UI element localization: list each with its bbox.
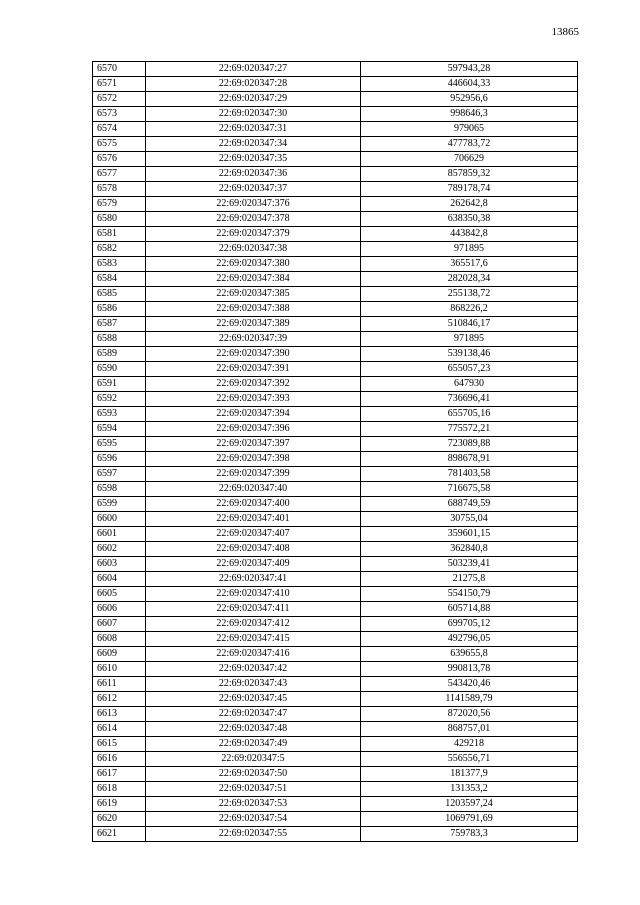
row-number-cell: 6575 (93, 137, 146, 152)
cadastral-value-cell: 699705,12 (361, 617, 578, 632)
row-number-cell: 6578 (93, 182, 146, 197)
cadastral-number-cell: 22:69:020347:47 (146, 707, 361, 722)
table-row (93, 797, 578, 812)
row-number-cell: 6618 (93, 782, 146, 797)
table-row (93, 272, 578, 287)
cadastral-number-cell: 22:69:020347:30 (146, 107, 361, 122)
row-number-cell: 6610 (93, 662, 146, 677)
cadastral-value-cell: 868226,2 (361, 302, 578, 317)
cadastral-value-cell: 990813,78 (361, 662, 578, 677)
cadastral-value-cell: 365517,6 (361, 257, 578, 272)
cadastral-value-cell: 857859,32 (361, 167, 578, 182)
row-number-cell: 6592 (93, 392, 146, 407)
cadastral-number-cell: 22:69:020347:400 (146, 497, 361, 512)
table-row (93, 767, 578, 782)
cadastral-number-cell: 22:69:020347:54 (146, 812, 361, 827)
row-number-cell: 6583 (93, 257, 146, 272)
table-row (93, 692, 578, 707)
table-row (93, 647, 578, 662)
table-row (93, 617, 578, 632)
cadastral-value-cell: 868757,01 (361, 722, 578, 737)
table-row (93, 542, 578, 557)
cadastral-value-cell: 979065 (361, 122, 578, 137)
row-number-cell: 6579 (93, 197, 146, 212)
row-number-cell: 6607 (93, 617, 146, 632)
cadastral-value-cell: 181377,9 (361, 767, 578, 782)
row-number-cell: 6615 (93, 737, 146, 752)
row-number-cell: 6587 (93, 317, 146, 332)
row-number-cell: 6596 (93, 452, 146, 467)
row-number-cell: 6621 (93, 827, 146, 842)
cadastral-number-cell: 22:69:020347:38 (146, 242, 361, 257)
table-row (93, 512, 578, 527)
cadastral-value-cell: 282028,34 (361, 272, 578, 287)
cadastral-value-cell: 789178,74 (361, 182, 578, 197)
table-row (93, 722, 578, 737)
cadastral-number-cell: 22:69:020347:409 (146, 557, 361, 572)
cadastral-value-cell: 503239,41 (361, 557, 578, 572)
row-number-cell: 6589 (93, 347, 146, 362)
table-row (93, 437, 578, 452)
cadastral-number-cell: 22:69:020347:43 (146, 677, 361, 692)
row-number-cell: 6590 (93, 362, 146, 377)
cadastral-value-cell: 446604,33 (361, 77, 578, 92)
row-number-cell: 6576 (93, 152, 146, 167)
table-row (93, 407, 578, 422)
cadastral-number-cell: 22:69:020347:380 (146, 257, 361, 272)
cadastral-value-cell: 1203597,24 (361, 797, 578, 812)
row-number-cell: 6570 (93, 62, 146, 77)
cadastral-number-cell: 22:69:020347:34 (146, 137, 361, 152)
row-number-cell: 6606 (93, 602, 146, 617)
row-number-cell: 6595 (93, 437, 146, 452)
table-row (93, 317, 578, 332)
cadastral-number-cell: 22:69:020347:392 (146, 377, 361, 392)
row-number-cell: 6582 (93, 242, 146, 257)
cadastral-number-cell: 22:69:020347:376 (146, 197, 361, 212)
cadastral-value-cell: 429218 (361, 737, 578, 752)
row-number-cell: 6574 (93, 122, 146, 137)
cadastral-value-cell: 605714,88 (361, 602, 578, 617)
cadastral-number-cell: 22:69:020347:39 (146, 332, 361, 347)
table-row (93, 557, 578, 572)
row-number-cell: 6581 (93, 227, 146, 242)
row-number-cell: 6611 (93, 677, 146, 692)
table-row (93, 167, 578, 182)
cadastral-number-cell: 22:69:020347:31 (146, 122, 361, 137)
cadastral-number-cell: 22:69:020347:388 (146, 302, 361, 317)
row-number-cell: 6616 (93, 752, 146, 767)
cadastral-value-cell: 539138,46 (361, 347, 578, 362)
cadastral-value-table (92, 61, 578, 842)
row-number-cell: 6614 (93, 722, 146, 737)
cadastral-value-cell: 655057,23 (361, 362, 578, 377)
cadastral-number-cell: 22:69:020347:416 (146, 647, 361, 662)
cadastral-value-cell: 688749,59 (361, 497, 578, 512)
table-row (93, 257, 578, 272)
cadastral-value-cell: 477783,72 (361, 137, 578, 152)
row-number-cell: 6586 (93, 302, 146, 317)
row-number-cell: 6571 (93, 77, 146, 92)
cadastral-number-cell: 22:69:020347:401 (146, 512, 361, 527)
cadastral-value-cell: 638350,38 (361, 212, 578, 227)
cadastral-value-cell: 262642,8 (361, 197, 578, 212)
cadastral-number-cell: 22:69:020347:410 (146, 587, 361, 602)
cadastral-number-cell: 22:69:020347:55 (146, 827, 361, 842)
cadastral-number-cell: 22:69:020347:41 (146, 572, 361, 587)
cadastral-value-cell: 898678,91 (361, 452, 578, 467)
cadastral-number-cell: 22:69:020347:385 (146, 287, 361, 302)
cadastral-value-cell: 443842,8 (361, 227, 578, 242)
row-number-cell: 6597 (93, 467, 146, 482)
row-number-cell: 6609 (93, 647, 146, 662)
cadastral-value-cell: 971895 (361, 242, 578, 257)
cadastral-value-cell: 510846,17 (361, 317, 578, 332)
row-number-cell: 6601 (93, 527, 146, 542)
table-row (93, 302, 578, 317)
table-row (93, 287, 578, 302)
cadastral-value-cell: 971895 (361, 332, 578, 347)
cadastral-number-cell: 22:69:020347:51 (146, 782, 361, 797)
cadastral-number-cell: 22:69:020347:391 (146, 362, 361, 377)
cadastral-number-cell: 22:69:020347:53 (146, 797, 361, 812)
cadastral-value-cell: 759783,3 (361, 827, 578, 842)
row-number-cell: 6572 (93, 92, 146, 107)
table-row (93, 752, 578, 767)
row-number-cell: 6591 (93, 377, 146, 392)
table-row (93, 377, 578, 392)
row-number-cell: 6599 (93, 497, 146, 512)
cadastral-number-cell: 22:69:020347:393 (146, 392, 361, 407)
row-number-cell: 6619 (93, 797, 146, 812)
table-row (93, 212, 578, 227)
cadastral-value-cell: 21275,8 (361, 572, 578, 587)
cadastral-number-cell: 22:69:020347:40 (146, 482, 361, 497)
table-row (93, 137, 578, 152)
table-row (93, 347, 578, 362)
table-row (93, 527, 578, 542)
cadastral-number-cell: 22:69:020347:28 (146, 77, 361, 92)
row-number-cell: 6584 (93, 272, 146, 287)
table-row (93, 332, 578, 347)
table-row (93, 227, 578, 242)
cadastral-value-cell: 639655,8 (361, 647, 578, 662)
table-row (93, 107, 578, 122)
cadastral-number-cell: 22:69:020347:379 (146, 227, 361, 242)
cadastral-value-cell: 998646,3 (361, 107, 578, 122)
table-row (93, 587, 578, 602)
cadastral-value-cell: 131353,2 (361, 782, 578, 797)
row-number-cell: 6588 (93, 332, 146, 347)
table-row (93, 812, 578, 827)
cadastral-value-cell: 30755,04 (361, 512, 578, 527)
cadastral-value-cell: 952956,6 (361, 92, 578, 107)
cadastral-value-cell: 492796,05 (361, 632, 578, 647)
row-number-cell: 6573 (93, 107, 146, 122)
row-number-cell: 6598 (93, 482, 146, 497)
table-row (93, 122, 578, 137)
table-row (93, 77, 578, 92)
table-row (93, 422, 578, 437)
cadastral-number-cell: 22:69:020347:389 (146, 317, 361, 332)
cadastral-value-cell: 655705,16 (361, 407, 578, 422)
row-number-cell: 6580 (93, 212, 146, 227)
table-row (93, 827, 578, 842)
table-row (93, 62, 578, 77)
row-number-cell: 6603 (93, 557, 146, 572)
table-row (93, 497, 578, 512)
table-row (93, 197, 578, 212)
cadastral-number-cell: 22:69:020347:42 (146, 662, 361, 677)
cadastral-number-cell: 22:69:020347:397 (146, 437, 361, 452)
table-row (93, 632, 578, 647)
cadastral-number-cell: 22:69:020347:50 (146, 767, 361, 782)
row-number-cell: 6605 (93, 587, 146, 602)
table-row (93, 242, 578, 257)
cadastral-value-cell: 597943,28 (361, 62, 578, 77)
cadastral-value-cell: 706629 (361, 152, 578, 167)
table-row (93, 362, 578, 377)
cadastral-number-cell: 22:69:020347:408 (146, 542, 361, 557)
cadastral-number-cell: 22:69:020347:378 (146, 212, 361, 227)
cadastral-number-cell: 22:69:020347:45 (146, 692, 361, 707)
cadastral-number-cell: 22:69:020347:411 (146, 602, 361, 617)
row-number-cell: 6600 (93, 512, 146, 527)
cadastral-number-cell: 22:69:020347:49 (146, 737, 361, 752)
row-number-cell: 6608 (93, 632, 146, 647)
table-row (93, 92, 578, 107)
cadastral-number-cell: 22:69:020347:394 (146, 407, 361, 422)
row-number-cell: 6617 (93, 767, 146, 782)
cadastral-number-cell: 22:69:020347:398 (146, 452, 361, 467)
cadastral-value-cell: 647930 (361, 377, 578, 392)
table-row (93, 182, 578, 197)
cadastral-number-cell: 22:69:020347:390 (146, 347, 361, 362)
table-row (93, 662, 578, 677)
table-body (93, 62, 578, 842)
cadastral-value-cell: 255138,72 (361, 287, 578, 302)
cadastral-number-cell: 22:69:020347:399 (146, 467, 361, 482)
cadastral-number-cell: 22:69:020347:27 (146, 62, 361, 77)
cadastral-value-cell: 1069791,69 (361, 812, 578, 827)
cadastral-value-cell: 554150,79 (361, 587, 578, 602)
row-number-cell: 6613 (93, 707, 146, 722)
table-row (93, 482, 578, 497)
row-number-cell: 6612 (93, 692, 146, 707)
cadastral-number-cell: 22:69:020347:407 (146, 527, 361, 542)
cadastral-value-cell: 359601,15 (361, 527, 578, 542)
row-number-cell: 6620 (93, 812, 146, 827)
cadastral-value-cell: 872020,56 (361, 707, 578, 722)
cadastral-value-cell: 723089,88 (361, 437, 578, 452)
cadastral-number-cell: 22:69:020347:48 (146, 722, 361, 737)
cadastral-number-cell: 22:69:020347:37 (146, 182, 361, 197)
cadastral-number-cell: 22:69:020347:412 (146, 617, 361, 632)
cadastral-value-cell: 775572,21 (361, 422, 578, 437)
cadastral-number-cell: 22:69:020347:36 (146, 167, 361, 182)
table-row (93, 392, 578, 407)
cadastral-value-cell: 362840,8 (361, 542, 578, 557)
row-number-cell: 6593 (93, 407, 146, 422)
table-row (93, 572, 578, 587)
cadastral-value-cell: 556556,71 (361, 752, 578, 767)
table-row (93, 602, 578, 617)
table-row (93, 782, 578, 797)
cadastral-number-cell: 22:69:020347:29 (146, 92, 361, 107)
cadastral-number-cell: 22:69:020347:5 (146, 752, 361, 767)
cadastral-value-cell: 1141589,79 (361, 692, 578, 707)
table-row (93, 707, 578, 722)
cadastral-value-cell: 781403,58 (361, 467, 578, 482)
table-row (93, 452, 578, 467)
row-number-cell: 6577 (93, 167, 146, 182)
table-row (93, 467, 578, 482)
cadastral-number-cell: 22:69:020347:396 (146, 422, 361, 437)
table-row (93, 677, 578, 692)
row-number-cell: 6604 (93, 572, 146, 587)
table-row (93, 152, 578, 167)
table-row (93, 737, 578, 752)
cadastral-value-cell: 543420,46 (361, 677, 578, 692)
cadastral-number-cell: 22:69:020347:415 (146, 632, 361, 647)
row-number-cell: 6594 (93, 422, 146, 437)
cadastral-number-cell: 22:69:020347:384 (146, 272, 361, 287)
row-number-cell: 6602 (93, 542, 146, 557)
page-number: 13865 (551, 26, 579, 38)
cadastral-value-cell: 716675,58 (361, 482, 578, 497)
row-number-cell: 6585 (93, 287, 146, 302)
cadastral-value-cell: 736696,41 (361, 392, 578, 407)
cadastral-number-cell: 22:69:020347:35 (146, 152, 361, 167)
